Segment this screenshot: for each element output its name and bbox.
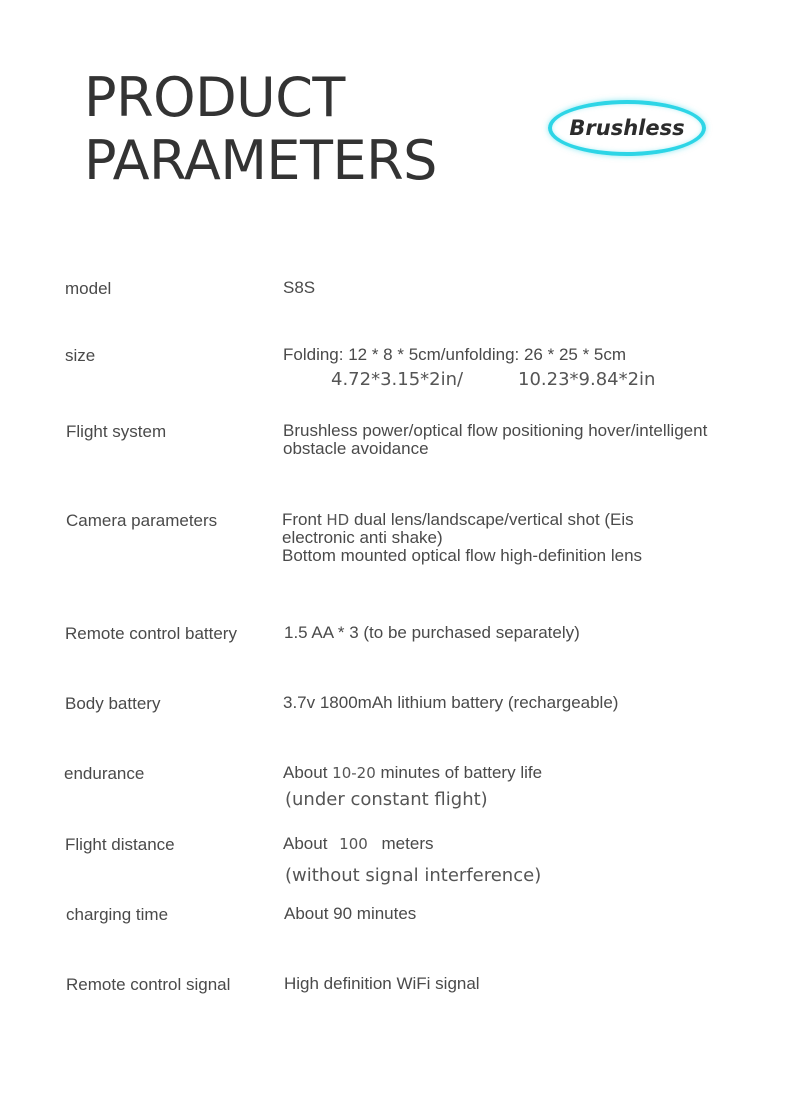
value-line: [282, 511, 642, 529]
param-value: Folding: 12 * 8 * 5cm/unfolding: 26 * 25 * 5cm: [283, 345, 627, 364]
distance-note: (without signal interference): [285, 865, 542, 886]
size-inch-folded: 4.72*3.15*2in/: [331, 369, 464, 390]
value-line: Brushless power/optical flow positioning hover/intelligent: [283, 421, 708, 440]
distance-prefix: About: [283, 834, 333, 853]
param-label: endurance: [64, 764, 145, 783]
param-label: Flight system: [66, 422, 167, 441]
badge-label: Brushless: [569, 116, 685, 140]
param-label: model: [65, 279, 112, 298]
endurance-range: 10-20: [332, 764, 376, 782]
camera-hd-text: HD: [326, 511, 350, 529]
param-label: size: [65, 346, 96, 365]
param-label: Remote control signal: [66, 975, 231, 994]
param-value: [283, 835, 433, 853]
value-line: Bottom mounted optical flow high-definition lens: [282, 546, 643, 565]
value-line: electronic anti shake): [282, 528, 443, 547]
param-label: Camera parameters: [66, 511, 218, 530]
param-value: [283, 422, 707, 458]
param-value: [283, 764, 542, 782]
param-value: About 90 minutes: [284, 904, 417, 923]
param-value: High definition WiFi signal: [284, 974, 480, 993]
title-line-1: PRODUCT: [84, 66, 345, 129]
endurance-suffix: minutes of battery life: [375, 763, 543, 782]
param-label: Remote control battery: [65, 624, 237, 643]
param-value: S8S: [283, 278, 316, 297]
distance-suffix: meters: [376, 834, 434, 853]
page-title: [84, 66, 437, 192]
param-value: 3.7v 1800mAh lithium battery (rechargeable): [283, 693, 619, 712]
camera-lens-text: dual lens/landscape/vertical shot (Eis: [349, 510, 634, 529]
brushless-badge: [548, 100, 706, 156]
size-inch-unfolded: 10.23*9.84*2in: [518, 369, 656, 390]
param-value: 1.5 AA * 3 (to be purchased separately): [284, 623, 580, 642]
title-line-2: PARAMETERS: [84, 129, 437, 192]
param-label: Flight distance: [65, 835, 175, 854]
camera-front-text: Front: [282, 510, 327, 529]
param-label: Body battery: [65, 694, 161, 713]
value-line: obstacle avoidance: [283, 439, 429, 458]
endurance-prefix: About: [283, 763, 333, 782]
param-label: charging time: [66, 905, 169, 924]
endurance-note: (under constant flight): [285, 789, 488, 810]
param-value: [282, 511, 642, 565]
distance-number: 100: [339, 835, 368, 853]
